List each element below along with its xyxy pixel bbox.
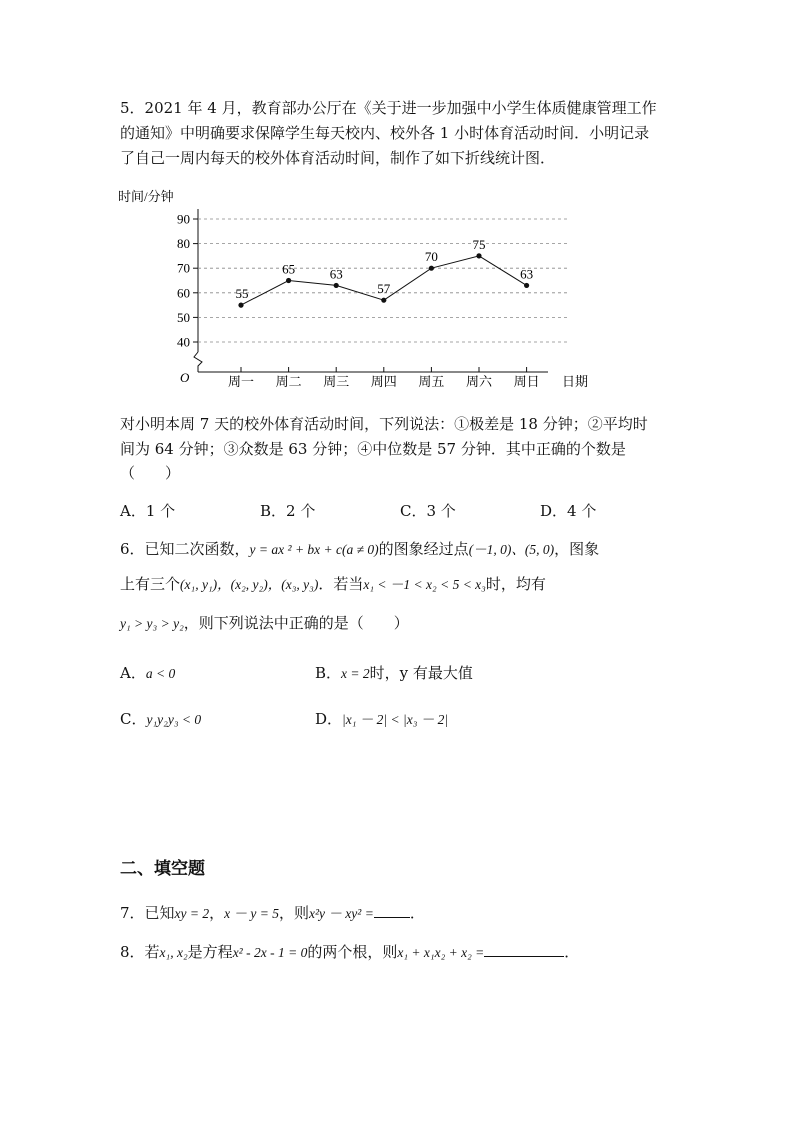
option-math: x = 2 <box>341 666 370 681</box>
section-title: 二、填空题 <box>120 859 205 879</box>
q5-option-b: B．2 个 <box>260 502 316 520</box>
origin-label: O <box>180 370 190 385</box>
q8-math: x₁ + x₁x₂ + x₂ = <box>397 945 485 960</box>
x-tick-label: 周四 <box>370 374 397 389</box>
q6-points: (－1, 0)、(5, 0) <box>468 542 555 557</box>
q6-stem-text: 上有三个 <box>120 575 181 593</box>
q6-option-c <box>120 708 201 731</box>
q6-stem-text: 的图象经过点 <box>378 540 469 558</box>
y-axis-label: 时间/分钟 <box>118 189 174 204</box>
x-tick-label: 周六 <box>465 374 493 389</box>
option-text: 时，y 有最大值 <box>369 664 473 682</box>
y-tick-label: 90 <box>177 211 190 227</box>
q7-text: ，则 <box>279 904 310 922</box>
q6-stem-line-2 <box>120 573 546 596</box>
q5-option-c: C．3 个 <box>400 502 456 520</box>
q5-option-a: A．1 个 <box>120 502 176 520</box>
q7-math: x － y = 5 <box>224 906 279 921</box>
option-label: A． <box>120 664 146 682</box>
data-point <box>429 266 434 271</box>
q7-text: ， <box>209 904 225 922</box>
axis-break-mark <box>194 352 202 372</box>
q6-stem-text: 时，均有 <box>485 575 546 593</box>
data-label: 65 <box>282 261 296 277</box>
q5-line-2: 的通知》中明确要求保障学生每天校内、校外各 1 小时体育活动时间．小明记录 <box>120 124 650 142</box>
q8-math: x² - 2x - 1 = 0 <box>232 945 308 960</box>
option-label: D． <box>315 710 343 728</box>
q6-option-d <box>315 708 448 731</box>
q7-answer-blank[interactable] <box>374 901 410 918</box>
y-tick-label: 70 <box>177 260 190 276</box>
q6-function: y = ax ² + bx + c(a ≠ 0) <box>249 542 379 557</box>
y-tick-label: 80 <box>177 236 190 252</box>
x-tick-label: 周一 <box>227 374 255 389</box>
q6-stem-line-1 <box>120 538 599 561</box>
option-math: |x₁ － 2| < |x₃ － 2| <box>342 712 449 727</box>
q5-line-1: 5．2021 年 4 月，教育部办公厅在《关于进一步加强中小学生体质健康管理工作 <box>120 99 657 117</box>
data-point <box>524 283 529 288</box>
q6-stem-text: ．若当 <box>318 575 364 593</box>
option-label: B． <box>315 664 342 682</box>
q8-answer-blank[interactable] <box>484 940 564 957</box>
q6-stem-text: ，图象 <box>554 540 600 558</box>
q6-stem-line-3 <box>120 612 409 635</box>
q6-stem-text: ，则下列说法中正确的是（ ） <box>183 614 409 632</box>
q6-condition: x₁ < －1 < x₂ < 5 < x₃ <box>363 577 486 592</box>
data-point <box>334 283 339 288</box>
y-tick-label: 40 <box>177 334 190 350</box>
data-label: 63 <box>329 266 343 282</box>
q8-math: x₁, x₂ <box>159 945 188 960</box>
q8-text: 是方程 <box>187 943 233 961</box>
q5-statement-line-2: 间为 64 分钟；③众数是 63 分钟；④中位数是 57 分钟．其中正确的个数是 <box>120 440 626 458</box>
line-chart <box>0 0 794 400</box>
q5-statement-line-1: 对小明本周 7 天的校外体育活动时间，下列说法：①极差是 18 分钟；②平均时 <box>120 415 648 433</box>
data-point <box>238 303 243 308</box>
y-tick-label: 50 <box>177 309 190 325</box>
q7-line <box>120 901 425 925</box>
option-label: C． <box>120 710 147 728</box>
x-tick-label: 周日 <box>513 374 540 389</box>
q7-text: ． <box>409 904 425 922</box>
q6-three-points: (x₁, y₁)，(x₂, y₂)，(x₃, y₃) <box>180 577 319 592</box>
x-axis-label: 日期 <box>562 374 589 389</box>
data-label: 75 <box>472 236 486 252</box>
q6-option-a <box>120 662 175 685</box>
q5-answer-bracket: （ ） <box>120 464 181 482</box>
q7-math: x²y － xy² = <box>309 906 374 921</box>
q8-text: 8．若 <box>120 943 160 961</box>
option-math: a < 0 <box>145 666 176 681</box>
q7-math: xy = 2 <box>174 906 210 921</box>
q5-line-3: 了自己一周内每天的校外体育活动时间，制作了如下折线统计图． <box>120 149 556 167</box>
option-math: y₁y₂y₃ < 0 <box>146 712 202 727</box>
data-label: 57 <box>377 281 391 297</box>
data-label: 70 <box>424 249 438 265</box>
q8-line <box>120 940 579 964</box>
x-tick-label: 周二 <box>275 374 302 389</box>
q8-text: 的两个根，则 <box>307 943 398 961</box>
q6-inequality: y₁ > y₃ > y₂ <box>120 616 184 631</box>
x-tick-label: 周五 <box>418 374 445 389</box>
q7-text: 7．已知 <box>120 904 175 922</box>
data-point <box>381 298 386 303</box>
data-label: 55 <box>235 286 249 302</box>
q6-option-b <box>315 662 473 685</box>
y-tick-label: 60 <box>177 285 190 301</box>
q6-stem-text: 6．已知二次函数， <box>120 540 250 558</box>
data-point <box>286 278 291 283</box>
q5-option-d: D．4 个 <box>540 502 597 520</box>
data-label: 63 <box>520 266 534 282</box>
q8-text: ． <box>564 943 580 961</box>
data-point <box>476 253 481 258</box>
x-tick-label: 周三 <box>323 374 350 389</box>
